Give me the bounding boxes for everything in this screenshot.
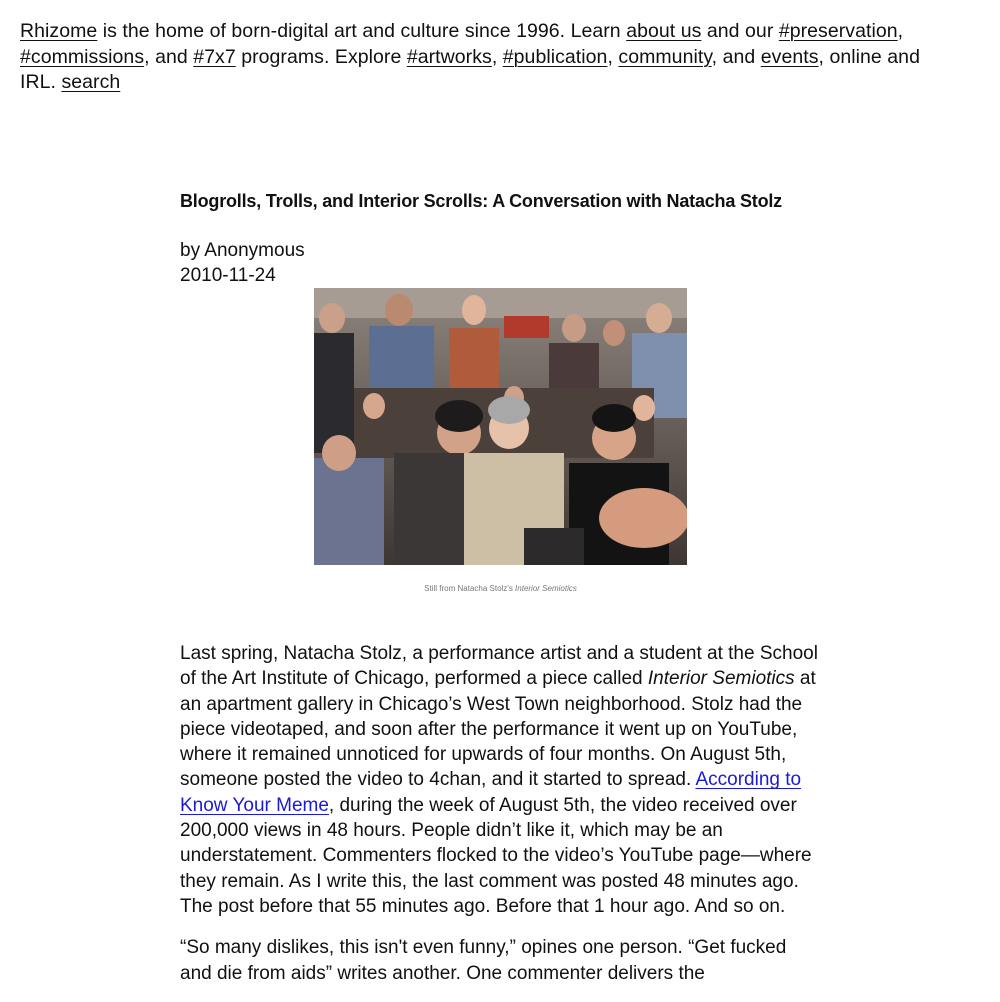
community-link[interactable]: community [618, 45, 712, 68]
caption-title: Interior Semiotics [515, 584, 577, 593]
paragraph: “So many dislikes, this isn't even funny,” opines one person. “Get fucked and die from aids” writes another. One commenter delivers the [180, 937, 787, 984]
site-intro [20, 19, 955, 96]
intro-text: and our [701, 20, 779, 42]
intro-text: , [491, 45, 503, 68]
intro-text: programs. Explore [235, 45, 407, 68]
home-link[interactable]: Rhizome [20, 20, 98, 42]
article-author: by Anonymous [180, 240, 305, 261]
about-us-link[interactable]: about us [626, 20, 702, 42]
intro-text: , and [711, 45, 761, 68]
performance-photo [314, 288, 687, 565]
caption-text: Still from Natacha Stolz's [424, 584, 516, 593]
paragraph [180, 641, 820, 919]
article [180, 189, 820, 984]
article-date: 2010-11-24 [180, 265, 276, 286]
events-link[interactable]: events [760, 45, 819, 68]
preservation-link[interactable]: #preservation [778, 20, 898, 42]
know-your-meme-link[interactable]: According to Know Your Meme [180, 769, 802, 816]
search-link[interactable]: search [61, 71, 121, 93]
paragraph-text: at an apartment gallery in Chicago’s West Town neighborhood. Stolz had the piece videotaped, and soon after the performance it went up on YouTube, where it remained unnoticed for upwards of four months. On August 5th, someone posted the video to 4chan, and it started to spread. [180, 668, 816, 791]
intro-text: , online and IRL. [20, 45, 920, 93]
article-figure [314, 288, 687, 594]
intro-text: , and [144, 45, 194, 68]
intro-text: is the home of born-digital art and culture since 1996. Learn [97, 20, 627, 42]
artworks-link[interactable]: #artworks [406, 45, 492, 68]
paragraph-text: , during the week of August 5th, the video received over 200,000 views in 48 hours. People didn’t like it, which may be an understatement. Commenters flocked to the video’s YouTube page—where they remain. As I write this, the last comment was posted 48 minutes ago. The post before that 55 minutes ago. Before that 1 hour ago. And so on. [180, 794, 812, 917]
work-title: Interior Semiotics [647, 668, 795, 690]
article-meta [180, 238, 820, 288]
intro-text: , [897, 20, 904, 42]
seven-by-seven-link[interactable]: #7x7 [193, 45, 236, 68]
article-title: Blogrolls, Trolls, and Interior Scrolls: A Conversation with Natacha Stolz [180, 191, 782, 211]
publication-link[interactable]: #publication [502, 45, 608, 68]
intro-text: , [607, 45, 619, 68]
article-body [180, 641, 820, 1002]
image-caption [314, 584, 687, 594]
commissions-link[interactable]: #commissions [20, 45, 145, 68]
paragraph-text: Last spring, Natacha Stolz, a performance artist and a student at the School of the Art Institute of Chicago, performed a piece called [180, 643, 818, 690]
